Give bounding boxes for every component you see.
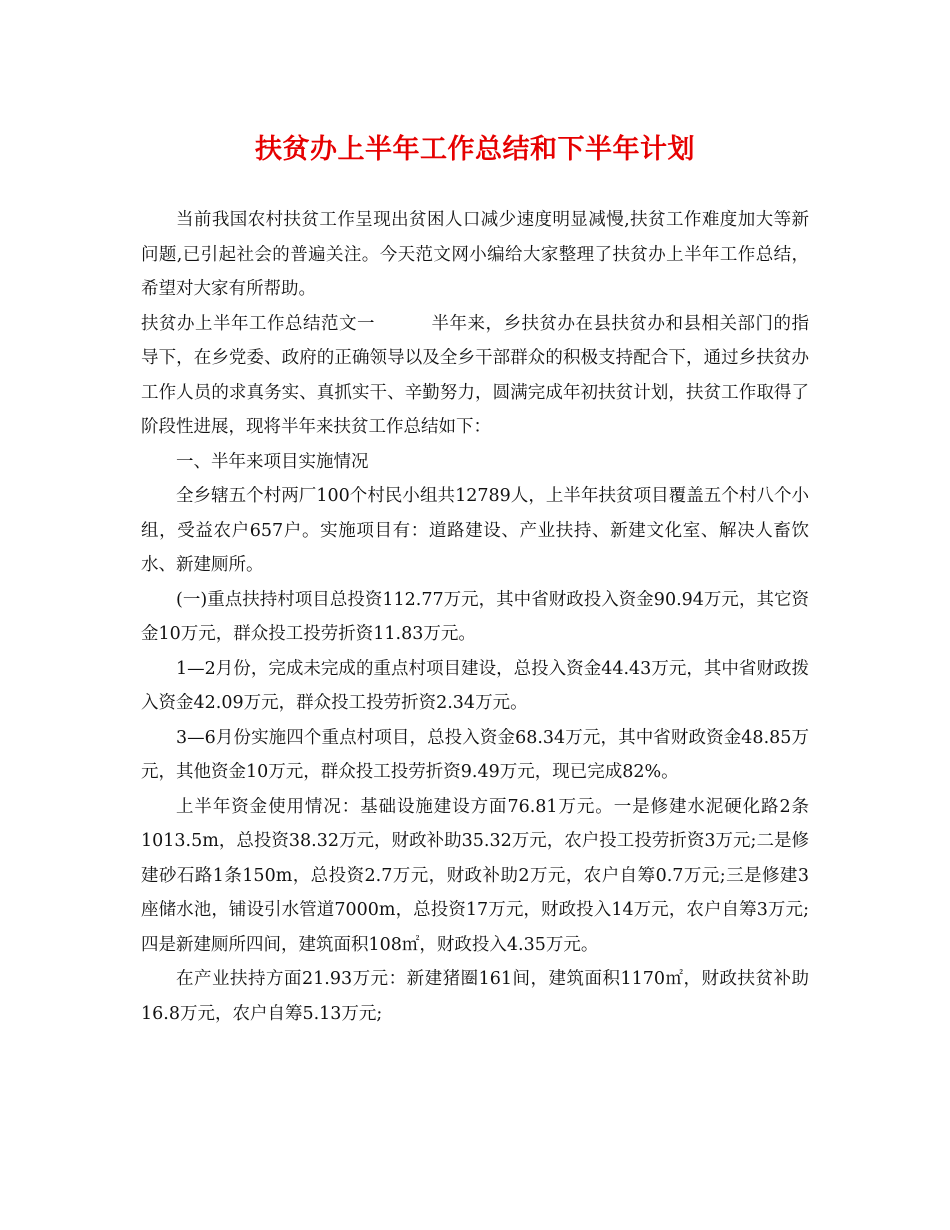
industry-paragraph: 在产业扶持方面21.93万元：新建猪圈161间，建筑面积1170㎡，财政扶贫补助16.8万元，农户自筹5.13万元; xyxy=(141,969,809,1024)
section-heading: 一、半年来项目实施情况 xyxy=(176,451,369,472)
sample-opening: 半年来，乡扶贫办在县扶贫办和县相关部门的指导下，在乡党委、政府的正确领导以及全乡干部群众的积极支持配合下，通过乡扶贫办工作人员的求真务实、真抓实干、辛勤努力，圆满完成年初扶贫计划，扶贫工作取得了阶段性进展，现将半年来扶贫工作总结如下： xyxy=(141,313,809,437)
mar-jun-paragraph: 3—6月份实施四个重点村项目，总投入资金68.34万元，其中省财政资金48.85万元，其他资金10万元，群众投工投劳折资9.49万元，现已完成82%。 xyxy=(141,727,809,782)
document-body xyxy=(141,203,809,1031)
sample-heading: 扶贫办上半年工作总结范文一 xyxy=(141,313,375,334)
sample-paragraph xyxy=(141,307,809,445)
jan-feb-paragraph: 1—2月份，完成未完成的重点村项目建设，总投入资金44.43万元，其中省财政拨入资金42.09万元，群众投工投劳折资2.34万元。 xyxy=(141,658,809,713)
key-village-paragraph: (一)重点扶持村项目总投资112.77万元，其中省财政投入资金90.94万元，其它资金10万元，群众投工投劳折资11.83万元。 xyxy=(141,589,809,644)
document-title: 扶贫办上半年工作总结和下半年计划 xyxy=(255,134,695,165)
overview-paragraph: 全乡辖五个村两厂100个村民小组共12789人，上半年扶贫项目覆盖五个村八个小组，受益农户657户。实施项目有：道路建设、产业扶持、新建文化室、解决人畜饮水、新建厕所。 xyxy=(141,486,809,575)
funds-paragraph: 上半年资金使用情况：基础设施建设方面76.81万元。一是修建水泥硬化路2条1013.5m，总投资38.32万元，财政补助35.32万元，农户投工投劳折资3万元;二是修建砂石路1条150m，总投资2.7万元，财政补助2万元，农户自筹0.7万元;三是修建3座储水池，铺设引水管道7000m，总投资17万元，财政投入14万元，农户自筹3万元;四是新建厕所四间，建筑面积108㎡，财政投入4.35万元。 xyxy=(141,796,809,955)
intro-paragraph: 当前我国农村扶贫工作呈现出贫困人口减少速度明显减慢,扶贫工作难度加大等新问题,已引起社会的普遍关注。今天范文网小编给大家整理了扶贫办上半年工作总结，希望对大家有所帮助。 xyxy=(141,210,809,299)
